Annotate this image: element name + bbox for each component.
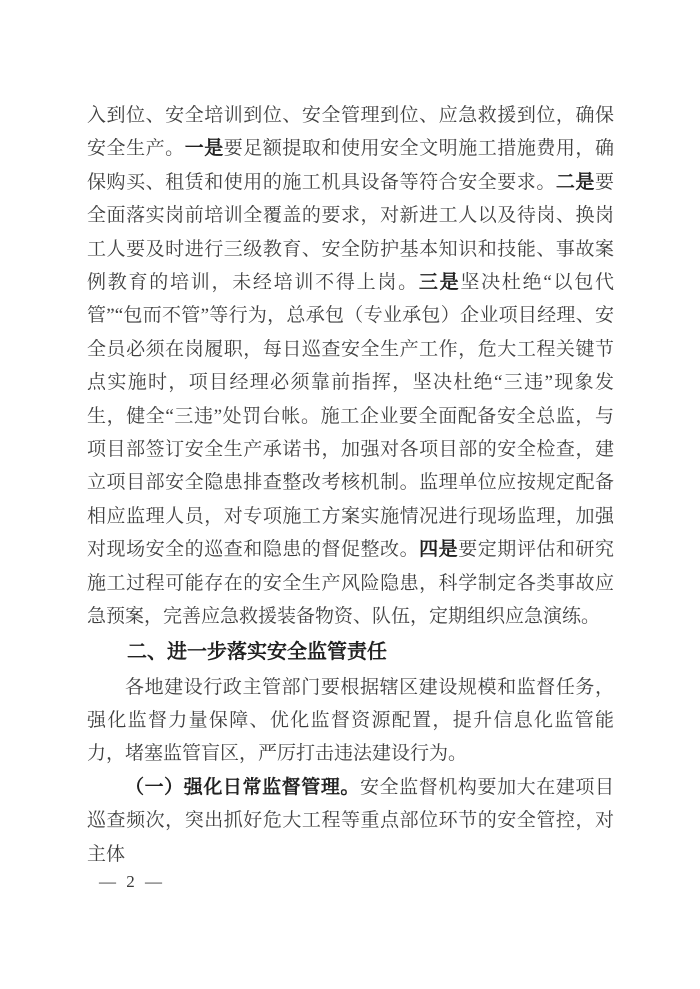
- page-number: — 2 —: [99, 872, 165, 891]
- document-body: [87, 99, 614, 871]
- paragraph: [87, 671, 614, 771]
- emphasis-text: 二、进一步落实安全监管责任: [127, 640, 387, 663]
- body-text: 安全监督机构要加大在建项目巡查频次，突出抓好危大工程等重点部位环节的安全管控，对主体: [87, 776, 614, 865]
- section-heading: [87, 634, 614, 671]
- emphasis-text: 四是: [419, 539, 459, 561]
- body-text: 各地建设行政主管部门要根据辖区建设规模和监督任务，强化监督力量保障、优化监督资源配置，提升信息化监管能力，堵塞监管盲区，严厉打击违法建设行为。: [87, 676, 614, 765]
- emphasis-text: （一）强化日常监督管理。: [125, 776, 360, 798]
- paragraph: [87, 771, 614, 871]
- emphasis-text: 一是: [184, 138, 224, 160]
- body-text: 要足额提取和使用安全文明施工措施费用，确保购买、租赁和使用的施工机具设备等符合安全要求。: [87, 138, 614, 193]
- body-text: 要定期评估和研究施工过程可能存在的安全生产风险隐患，科学制定各类事故应急预案，完善应急救援装备物资、队伍，定期组织应急演练。: [87, 539, 614, 628]
- paragraph: [87, 99, 614, 634]
- emphasis-text: 二是: [555, 171, 595, 193]
- body-text: 要全面落实岗前培训全覆盖的要求，对新进工人以及待岗、换岗工人要及时进行三级教育、安全防护基本知识和技能、事故案例教育的培训，未经培训不得上岗。: [87, 171, 614, 294]
- body-text: 坚决杜绝“以包代管”“包而不管”等行为，总承包（专业承包）企业项目经理、安全员必须在岗履职，每日巡查安全生产工作，危大工程关键节点实施时，项目经理必须靠前指挥，坚决杜绝“三违”现象发生，健全“三违”处罚台帐。施工企业要全面配备安全总监，与项目部签订安全生产承诺书，加强对各项目部的安全检查，建立项目部安全隐患排查整改考核机制。监理单位应按规定配备相应监理人员，对专项施工方案实施情况进行现场监理，加强对现场安全的巡查和隐患的督促整改。: [87, 272, 614, 561]
- emphasis-text: 三是: [418, 272, 461, 294]
- body-text: 入到位、安全培训到位、安全管理到位、应急救援到位，确保安全生产。: [87, 105, 614, 160]
